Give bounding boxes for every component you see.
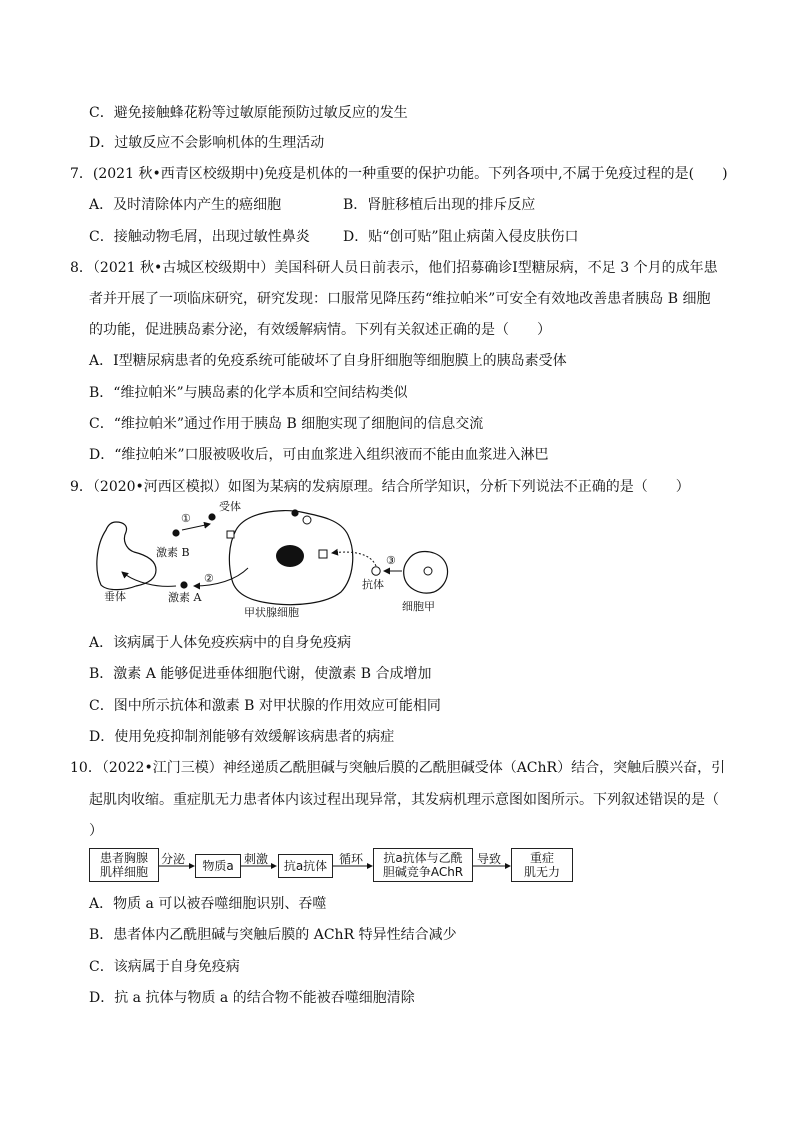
flow-box-anti-a-antibody: 抗a抗体 (278, 854, 333, 878)
flow-arrow-1 (159, 862, 195, 870)
q10-stem-line3: ） (89, 823, 103, 839)
q7-option-b: B．肾脏移植后出现的排斥反应 (343, 197, 536, 213)
flow-box-competition-line1: 抗a抗体与乙酰 (383, 851, 463, 865)
antibody-on-receptor (303, 516, 311, 524)
q7-option-d: D．贴“创可贴”阻止病菌入侵皮肤伤口 (343, 229, 579, 245)
q7-option-a: A．及时清除体内产生的癌细胞 (89, 197, 282, 213)
q7-stem: 7．(2021 秋•西青区校级期中)免疫是机体的一种重要的保护功能。下列各项中,不属于免疫过程的是( ) (70, 166, 728, 182)
q9-option-a: A．该病属于人体免疫疾病中的自身免疫病 (89, 635, 352, 651)
flow-box-thymus (89, 848, 159, 882)
flow-box-substance-a: 物质a (195, 854, 241, 878)
q8-option-c: C．“维拉帕米”通过作用于胰岛 B 细胞实现了细胞间的信息交流 (89, 416, 484, 432)
q6-option-d: D．过敏反应不会影响机体的生理活动 (89, 135, 325, 151)
flow-box-thymus-line2: 肌样细胞 (99, 865, 148, 879)
hormone-b-dot-2 (208, 513, 215, 520)
hormone-b-on-receptor (291, 509, 298, 516)
flow-arrow-4 (473, 862, 511, 870)
flow-box-myasthenia (511, 848, 573, 882)
hormone-b-dot (172, 529, 179, 536)
flow-box-thymus-line1: 患者胸腺 (99, 851, 148, 865)
flow-box-myasthenia-line1: 重症 (529, 851, 554, 865)
q8-stem-line1: 8．（2021 秋•古城区校级期中）美国科研人员日前表示，他们招募确诊Ⅰ型糖尿病，不足 3 个月的成年患 (70, 260, 718, 276)
thyroid-nucleus (276, 545, 304, 567)
hormone-b-label: 激素 B (156, 546, 190, 559)
flow-label-circulate: 循环 (339, 852, 364, 866)
arrow-hormone-a-to-pituitary (122, 572, 176, 586)
q6-option-c: C．避免接触蜂花粉等过敏原能预防过敏反应的发生 (89, 105, 408, 121)
hormone-a-label: 激素 A (168, 591, 202, 604)
antibody-label: 抗体 (362, 578, 384, 591)
q9-option-c: C．图中所示抗体和激素 B 对甲状腺的作用效应可能相同 (89, 698, 441, 714)
q7-option-c: C．接触动物毛屑，出现过敏性鼻炎 (89, 229, 310, 245)
q8-stem-line2: 者并开展了一项临床研究，研究发现：口服常见降压药“维拉帕米”可安全有效地改善患者胰岛 B 细胞 (89, 291, 711, 307)
pituitary-shape (97, 522, 156, 590)
q8-option-d: D．“维拉帕米”口服被吸收后，可由血浆进入组织液而不能由血浆进入淋巴 (89, 447, 549, 463)
q8-option-a: A．Ⅰ型糖尿病患者的免疫系统可能破坏了自身肝细胞等细胞膜上的胰岛素受体 (89, 353, 567, 369)
flow-arrow-3 (333, 862, 373, 870)
pituitary-label: 垂体 (104, 590, 126, 603)
thyroid-label: 甲状腺细胞 (244, 606, 299, 619)
q7-options-row1 (89, 196, 749, 214)
antibody-circle (372, 567, 380, 575)
q10-option-d: D．抗 a 抗体与物质 a 的结合物不能被吞噬细胞清除 (89, 990, 415, 1006)
step2-label: ② (204, 572, 214, 585)
q10-stem-line2: 起肌肉收缩。重症肌无力患者体内该过程出现异常，其发病机理示意图如图所示。下列叙述错误的是（ (89, 792, 719, 808)
receptor-right (319, 550, 327, 558)
flow-label-secrete: 分泌 (161, 852, 186, 866)
step1-label: ① (181, 512, 191, 525)
q9-stem: 9．（2020•河西区模拟）如图为某病的发病原理。结合所学知识，分析下列说法不正确的是（ ） (70, 479, 690, 495)
q10-option-a: A．物质 a 可以被吞噬细胞识别、吞噬 (89, 896, 327, 912)
hormone-a-dot (180, 581, 187, 588)
flow-box-competition (373, 848, 473, 882)
receptor-label: 受体 (219, 500, 241, 513)
receptor-left (227, 531, 234, 538)
cell-jia-nucleus (424, 567, 432, 575)
q7-options-row2 (89, 228, 749, 246)
arrow-antibody-to-cell (332, 552, 376, 566)
flow-box-myasthenia-line2: 肌无力 (523, 865, 560, 879)
flow-label-stimulate: 刺激 (244, 852, 269, 866)
step3-label: ③ (386, 554, 396, 567)
arrow-step2 (194, 568, 248, 586)
q10-flowchart (89, 848, 609, 884)
q10-option-b: B．患者体内乙酰胆碱与突触后膜的 AChR 特异性结合减少 (89, 927, 457, 943)
q9-option-b: B．激素 A 能够促进垂体细胞代谢，使激素 B 合成增加 (89, 666, 432, 682)
q10-option-c: C．该病属于自身免疫病 (89, 959, 240, 975)
q10-stem-line1: 10．（2022•江门三模）神经递质乙酰胆碱与突触后膜的乙酰胆碱受体（AChR）结合，突触后膜兴奋，引 (70, 760, 726, 776)
flow-arrow-2 (241, 862, 277, 870)
q8-option-b: B．“维拉帕米”与胰岛素的化学本质和空间结构类似 (89, 385, 408, 401)
flow-box-competition-line2: 胆碱竞争AChR (382, 865, 464, 879)
cell-jia-label: 细胞甲 (402, 600, 435, 613)
q9-pathogenesis-diagram (86, 500, 456, 622)
flow-label-lead-to: 导致 (477, 852, 502, 866)
q9-option-d: D．使用免疫抑制剂能够有效缓解该病患者的病症 (89, 729, 395, 745)
q8-stem-line3: 的功能，促进胰岛素分泌，有效缓解病情。下列有关叙述正确的是（ ） (89, 322, 551, 338)
